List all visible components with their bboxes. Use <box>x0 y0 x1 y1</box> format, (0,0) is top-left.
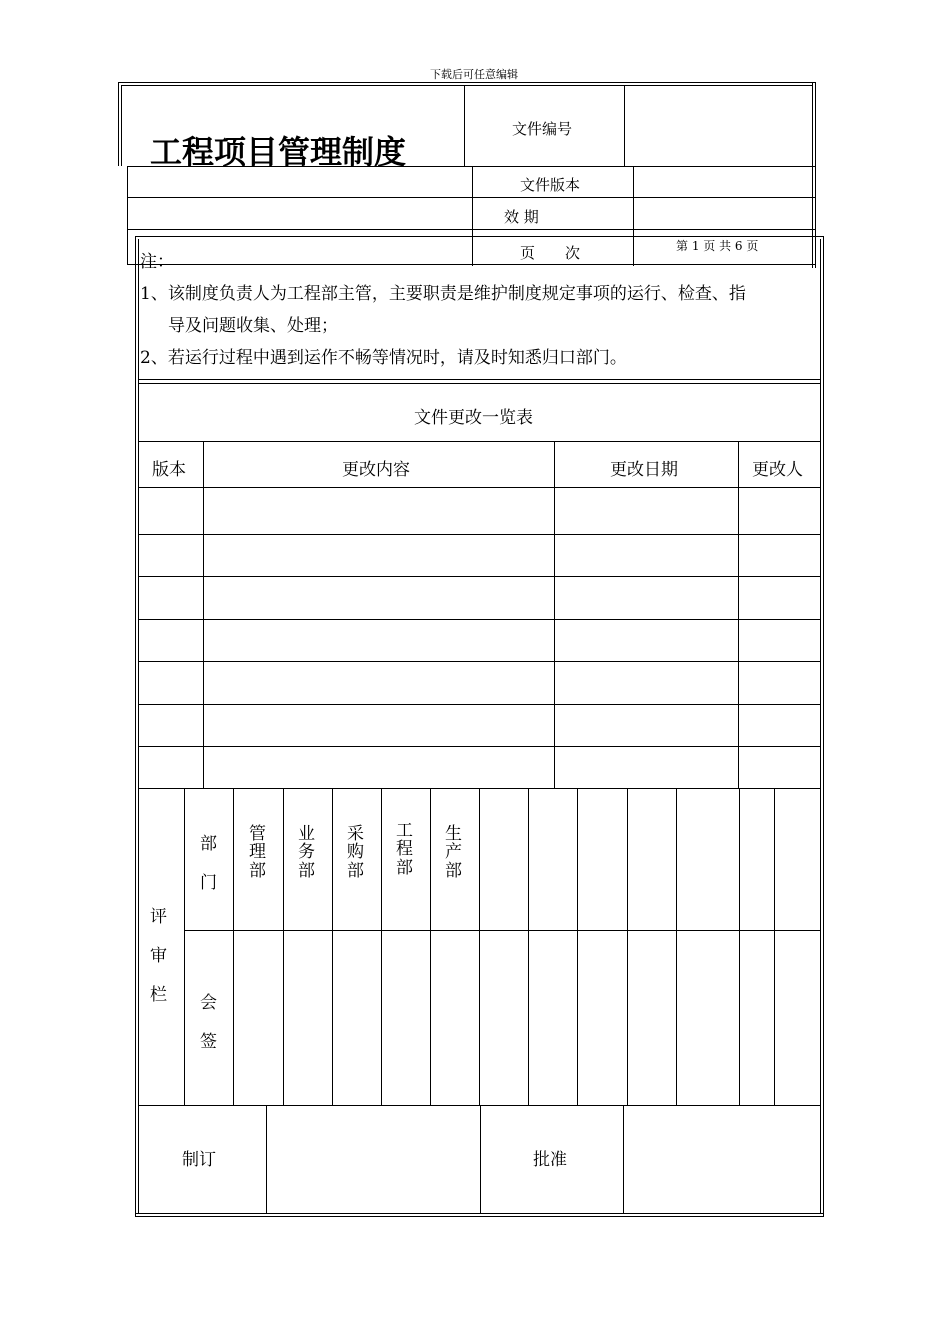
review-label: 评 审 栏 <box>150 907 167 1006</box>
change-log-header-content: 更改内容 <box>342 460 410 480</box>
effective-date-label: 效 期 <box>504 208 539 226</box>
draft-label: 制订 <box>182 1150 216 1170</box>
header-note: 下载后可任意编辑 <box>430 68 518 81</box>
doc-number-label: 文件编号 <box>512 120 573 138</box>
dept-production: 生 产 部 <box>445 824 462 881</box>
change-log-header-date: 更改日期 <box>610 460 678 480</box>
department-label: 部 门 <box>200 834 217 894</box>
dept-engineering: 工 程 部 <box>396 821 413 878</box>
countersign-label: 会 签 <box>200 993 217 1053</box>
version-label: 文件版本 <box>520 176 581 194</box>
note-item-2: 2、若运行过程中遇到运作不畅等情况时，请及时知悉归口部门。 <box>140 348 627 368</box>
dept-business: 业 务 部 <box>298 824 315 881</box>
page-label: 页 次 <box>520 244 581 262</box>
approve-label: 批准 <box>533 1150 567 1170</box>
note-item-1-line-2: 导及问题收集、处理； <box>168 316 338 336</box>
dept-procurement: 采 购 部 <box>347 824 364 881</box>
notes-label: 注： <box>140 252 174 272</box>
note-item-1-line-1: 1、该制度负责人为工程部主管，主要职责是维护制度规定事项的运行、检查、指 <box>140 284 746 304</box>
document-title: 工程项目管理制度 <box>150 133 407 171</box>
dept-management: 管 理 部 <box>249 824 266 881</box>
change-log-title: 文件更改一览表 <box>414 408 533 428</box>
change-log-header-person: 更改人 <box>752 460 803 480</box>
change-log-header-version: 版本 <box>152 460 186 480</box>
page-value: 第 1 页 共 6 页 <box>676 239 759 253</box>
